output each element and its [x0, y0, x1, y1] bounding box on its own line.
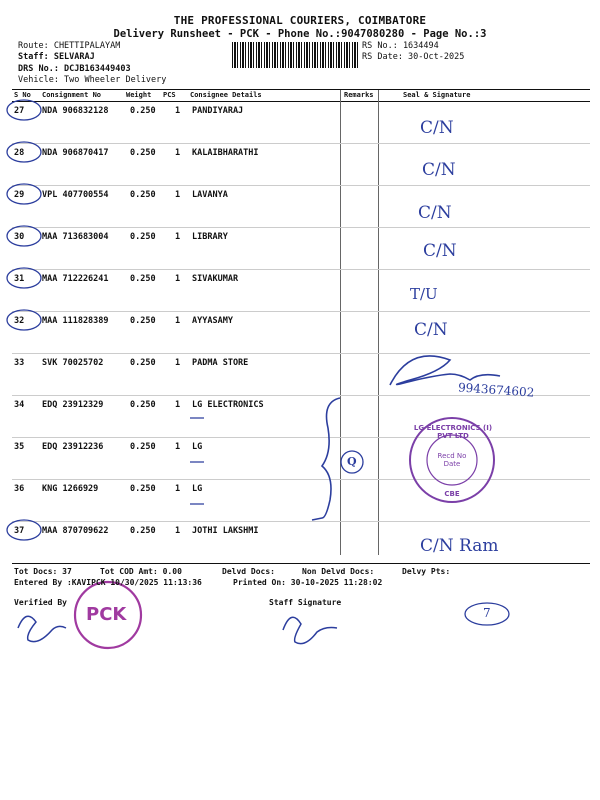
- row-consignment: MAA 870709622: [42, 526, 109, 536]
- row-sno: 27: [14, 106, 25, 116]
- row-weight: 0.250: [130, 526, 156, 536]
- lg-stamp-center: Recd No Date: [437, 452, 467, 468]
- delivered-docs: Delvd Docs:: [222, 567, 275, 576]
- col-sno: S No: [14, 91, 31, 99]
- row-consignment: VPL 407700554: [42, 190, 109, 200]
- rs-no-label: RS No.: 1634494: [362, 41, 439, 51]
- page-subtitle: Delivery Runsheet - PCK - Phone No.:9047080280 - Page No.:3: [113, 28, 487, 40]
- sig-row-29: C/N: [418, 203, 452, 223]
- total-cod: Tot COD Amt: 0.00: [100, 567, 182, 576]
- row-sno: 36: [14, 484, 25, 494]
- row-consignment: SVK 70025702: [42, 358, 104, 368]
- row-consignee: LAVANYA: [192, 190, 228, 200]
- row-weight: 0.250: [130, 316, 156, 326]
- bracket-mark-letter: Q: [347, 455, 357, 468]
- row-consignment: MAA 712226241: [42, 274, 109, 284]
- padma-signature: [390, 356, 500, 385]
- drs-label: DRS No.: DCJB163449403: [18, 64, 131, 75]
- row-pcs: 1: [175, 148, 181, 158]
- delivery-points: Delvy Pts:: [402, 567, 451, 576]
- sig-row-27: C/N: [420, 118, 454, 138]
- row-consignment: EDQ 23912236: [42, 442, 104, 452]
- bracket-mark: [312, 398, 340, 520]
- sno-circle: [7, 184, 41, 204]
- row-weight: 0.250: [130, 190, 156, 200]
- staff-signature-scribble: [283, 617, 337, 643]
- col-consignment: Consignment No: [42, 91, 102, 99]
- row-sno: 35: [14, 442, 25, 452]
- row-pcs: 1: [175, 442, 181, 452]
- sig-row-32: C/N: [414, 320, 448, 340]
- row-pcs: 1: [175, 190, 181, 200]
- sig-row-31: T/U: [410, 285, 438, 303]
- row-sno: 34: [14, 400, 25, 410]
- col-pcs: PCS: [163, 91, 176, 99]
- sig-row-30: C/N: [423, 241, 457, 261]
- row-consignee: SIVAKUMAR: [192, 274, 239, 284]
- page-title: THE PROFESSIONAL COURIERS, COIMBATORE: [173, 14, 427, 27]
- row-consignee: LG: [192, 442, 203, 452]
- row-pcs: 1: [175, 232, 181, 242]
- page-circle-number: 7: [483, 606, 491, 620]
- row-sno: 32: [14, 316, 25, 326]
- row-consignment: MAA 713683004: [42, 232, 109, 242]
- row-weight: 0.250: [130, 106, 156, 116]
- row-consignment: KNG 1266929: [42, 484, 99, 494]
- sno-circle: [7, 520, 41, 540]
- row-sno: 31: [14, 274, 25, 284]
- verified-by-label: Verified By: [14, 598, 67, 607]
- vehicle-label: Vehicle: Two Wheeler Delivery: [18, 74, 167, 85]
- col-remarks: Remarks: [344, 91, 374, 99]
- entered-by: Entered By :KAVIPCK 10/30/2025 11:13:36: [14, 578, 202, 587]
- row-pcs: 1: [175, 316, 181, 326]
- col-consignee: Consignee Details: [190, 91, 262, 99]
- row-pcs: 1: [175, 526, 181, 536]
- verified-signature: [18, 616, 66, 641]
- row-consignment: EDQ 23912329: [42, 400, 104, 410]
- row-weight: 0.250: [130, 148, 156, 158]
- sno-circle: [7, 268, 41, 288]
- row-weight: 0.250: [130, 400, 156, 410]
- row-pcs: 1: [175, 400, 181, 410]
- non-delivered-docs: Non Delvd Docs:: [302, 567, 375, 576]
- row-pcs: 1: [175, 484, 181, 494]
- lg-stamp-bottom: CBE: [444, 490, 460, 498]
- row-weight: 0.250: [130, 274, 156, 284]
- row-consignee: PANDIYARAJ: [192, 106, 244, 116]
- staff-label: Staff: SELVARAJ: [18, 51, 95, 62]
- row-sno: 29: [14, 190, 25, 200]
- row-consignment: NDA 906832128: [42, 106, 109, 116]
- row-consignee: LG ELECTRONICS: [192, 400, 264, 410]
- row-consignee: AYYASAMY: [192, 316, 233, 326]
- row-sno: 33: [14, 358, 25, 368]
- lg-stamp-text: LG ELECTRONICS (I) PVT LTD: [413, 424, 493, 440]
- row-weight: 0.250: [130, 442, 156, 452]
- sig-row-37: C/N Ram: [420, 536, 499, 556]
- staff-signature-label: Staff Signature: [269, 598, 342, 607]
- row-consignee: LG: [192, 484, 203, 494]
- row-consignment: MAA 111828389: [42, 316, 109, 326]
- sno-circle: [7, 310, 41, 330]
- row-consignee: JOTHI LAKSHMI: [192, 526, 259, 536]
- row-pcs: 1: [175, 274, 181, 284]
- row-weight: 0.250: [130, 232, 156, 242]
- sig-row-33-phone: 9943674602: [457, 380, 535, 400]
- sno-circle: [7, 100, 41, 120]
- row-weight: 0.250: [130, 358, 156, 368]
- row-weight: 0.250: [130, 484, 156, 494]
- route-label: Route: CHETTIPALAYAM: [18, 41, 121, 51]
- sig-row-28: C/N: [422, 160, 456, 180]
- row-sno: 37: [14, 526, 25, 536]
- row-consignee: PADMA STORE: [192, 358, 249, 368]
- row-pcs: 1: [175, 358, 181, 368]
- row-sno: 28: [14, 148, 25, 158]
- total-docs: Tot Docs: 37: [14, 567, 72, 576]
- rs-date-label: RS Date: 30-Oct-2025: [362, 51, 465, 62]
- sno-circle: [7, 142, 41, 162]
- sno-circle: [7, 226, 41, 246]
- row-consignee: KALAIBHARATHI: [192, 148, 259, 158]
- pck-stamp-label: PCK: [86, 604, 127, 625]
- row-consignee: LIBRARY: [192, 232, 228, 242]
- col-weight: Weight: [126, 91, 152, 99]
- printed-on: Printed On: 30-10-2025 11:28:02: [233, 578, 383, 587]
- row-consignment: NDA 906870417: [42, 148, 109, 158]
- col-seal: Seal & Signature: [403, 91, 471, 99]
- row-pcs: 1: [175, 106, 181, 116]
- row-sno: 30: [14, 232, 25, 242]
